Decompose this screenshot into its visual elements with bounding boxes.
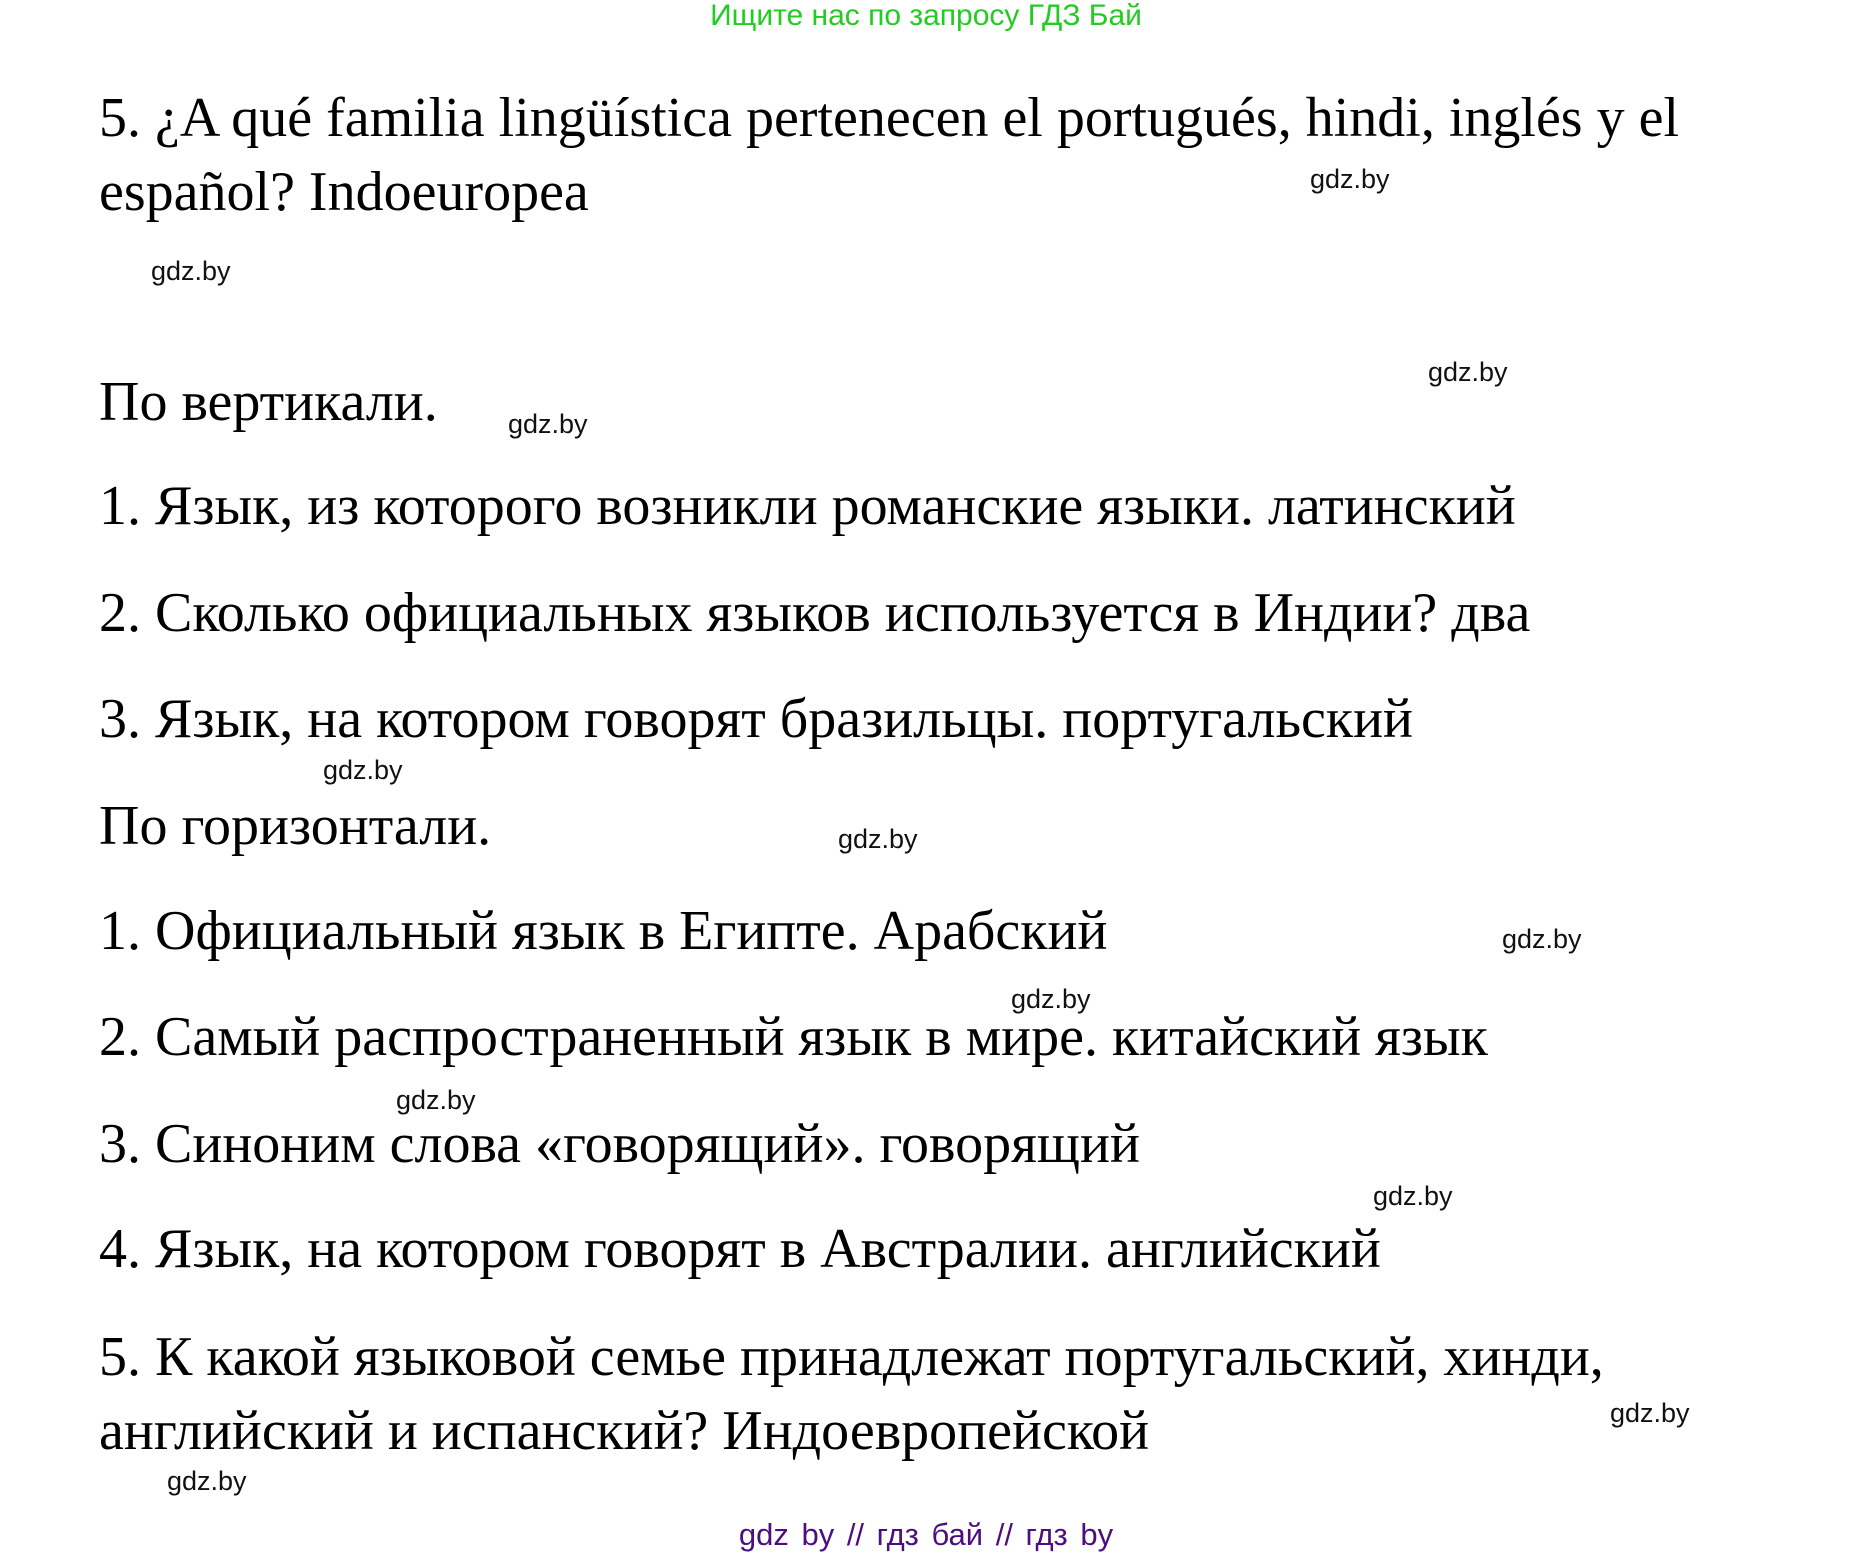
horizontal-heading: По горизонтали. (99, 795, 492, 857)
watermark: gdz.by (1373, 1181, 1453, 1211)
watermark: gdz.by (396, 1085, 476, 1115)
horizontal-item-1: 1. Официальный язык в Египте. Арабский (99, 900, 1108, 962)
watermark: gdz.by (1502, 924, 1582, 954)
watermark: gdz.by (1011, 984, 1091, 1014)
header-banner: Ищите нас по запросу ГДЗ Бай (710, 0, 1142, 32)
footer-banner: gdz by // гдз бай // гдз by (738, 1517, 1114, 1552)
watermark: gdz.by (1610, 1398, 1690, 1428)
watermark: gdz.by (151, 256, 231, 286)
watermark: gdz.by (1310, 164, 1390, 194)
vertical-item-1: 1. Язык, из которого возникли романские языки. латинский (99, 475, 1516, 537)
vertical-item-3: 3. Язык, на котором говорят бразильцы. португальский (99, 688, 1414, 750)
watermark: gdz.by (167, 1466, 247, 1496)
watermark: gdz.by (1428, 357, 1508, 387)
spanish-question-line-2: español? Indoeuropea (99, 161, 589, 223)
watermark: gdz.by (838, 824, 918, 854)
horizontal-item-5-line-1: 5. К какой языковой семье принадлежат португальский, хинди, (99, 1326, 1604, 1388)
vertical-heading: По вертикали. (99, 371, 438, 433)
vertical-item-2: 2. Сколько официальных языков используется в Индии? два (99, 582, 1531, 644)
watermark: gdz.by (508, 409, 588, 439)
spanish-question-line-1: 5. ¿A qué familia lingüística pertenecen el portugués, hindi, inglés y el (99, 87, 1680, 149)
horizontal-item-3: 3. Синоним слова «говорящий». говорящий (99, 1113, 1140, 1175)
horizontal-item-2: 2. Самый распространенный язык в мире. китайский язык (99, 1006, 1488, 1068)
horizontal-item-5-line-2: английский и испанский? Индоевропейской (99, 1400, 1150, 1462)
horizontal-item-4: 4. Язык, на котором говорят в Австралии. английский (99, 1218, 1381, 1280)
watermark: gdz.by (323, 755, 403, 785)
